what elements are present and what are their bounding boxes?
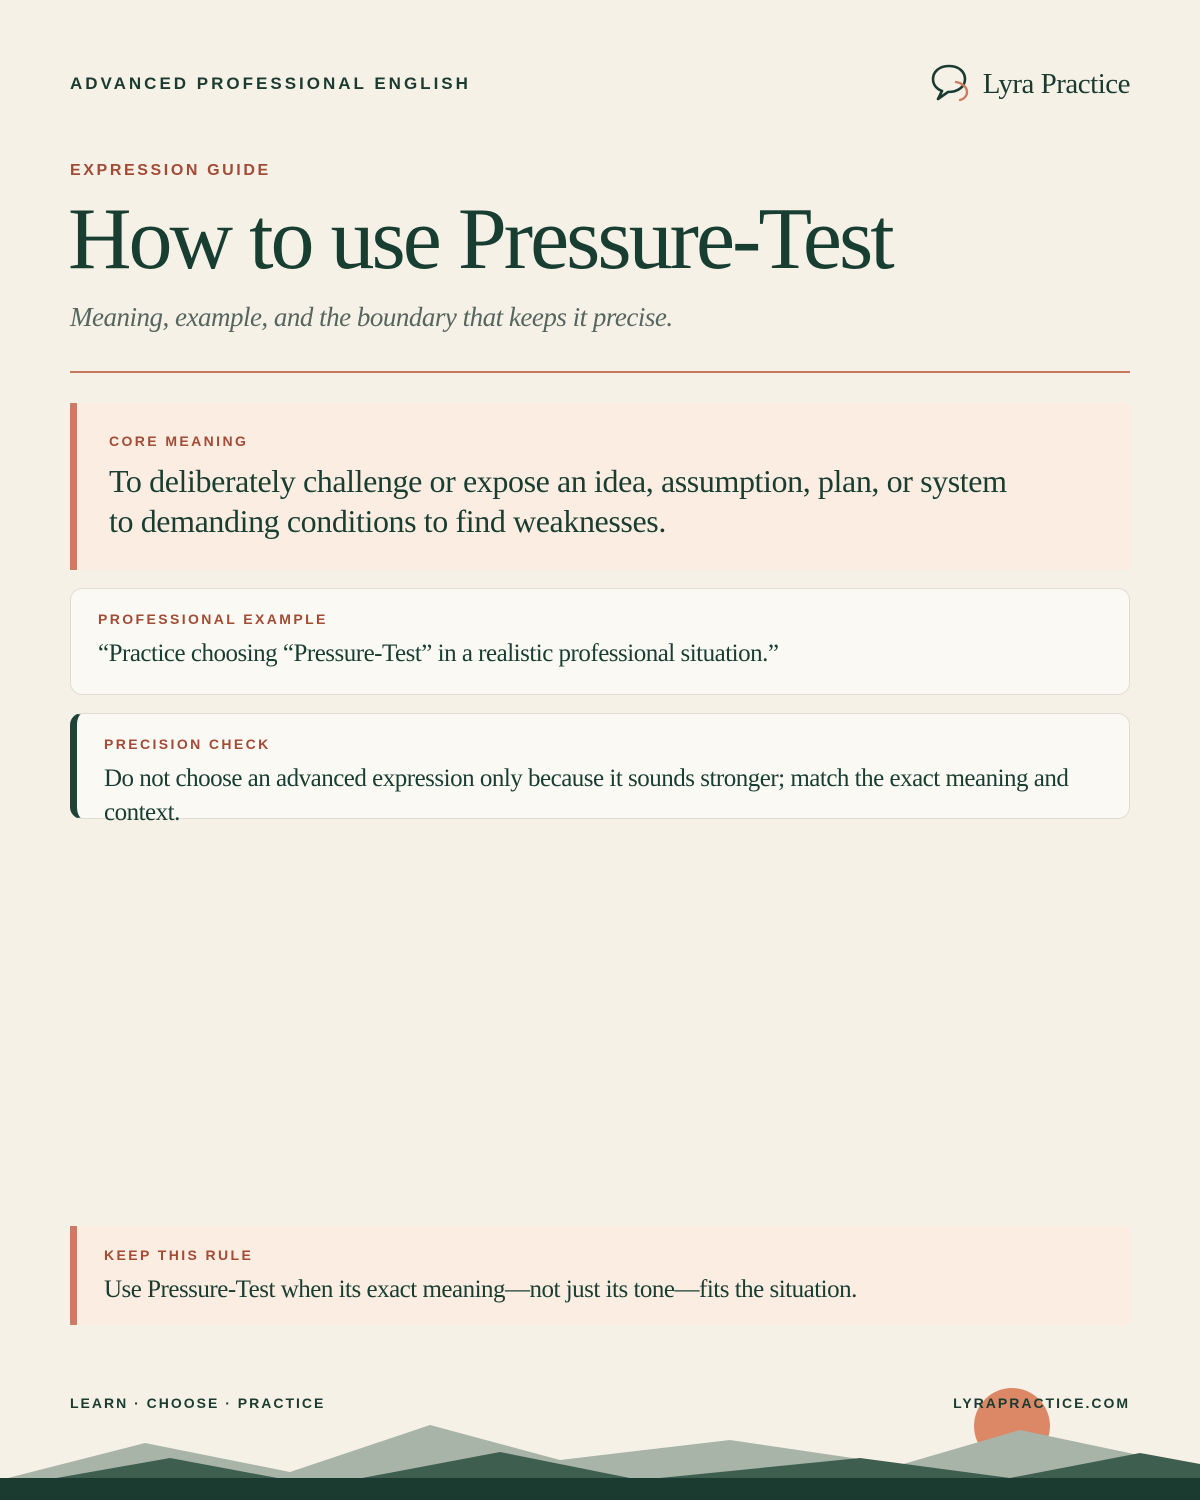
precision-check-text: Do not choose an advanced expression only because it sounds stronger; match the exact meaning and context. [104,765,1069,826]
professional-example-text: “Practice choosing “Pressure-Test” in a realistic professional situation.” [98,640,779,667]
page-subtitle: Meaning, example, and the boundary that keeps it precise. [70,302,673,332]
speech-bubble-icon [929,62,969,107]
keep-rule-card [70,1226,1130,1325]
brand-name: Lyra Practice [982,68,1130,100]
mountain-illustration [0,1420,1200,1500]
section-eyebrow: EXPRESSION GUIDE [70,162,271,179]
keep-rule-label: KEEP THIS RULE [104,1247,254,1263]
core-meaning-label: CORE MEANING [109,433,249,449]
footer-tagline: LEARN · CHOOSE · PRACTICE [70,1395,326,1411]
brand-logo[interactable] [929,62,1130,107]
core-meaning-text: To deliberately challenge or expose an idea, assumption, plan, or system to demanding conditions to find weaknesses. [109,463,1007,539]
keep-rule-text: Use Pressure-Test when its exact meaning—not just its tone—fits the situation. [104,1276,857,1303]
page-title: How to use Pressure-Test [68,191,892,288]
footer-website-link[interactable]: LYRAPRACTICE.COM [953,1395,1130,1411]
professional-example-label: PROFESSIONAL EXAMPLE [98,611,328,627]
precision-check-label: PRECISION CHECK [104,736,271,752]
professional-example-card [70,588,1130,695]
divider [70,371,1130,373]
precision-check-card [70,713,1130,826]
course-label: ADVANCED PROFESSIONAL ENGLISH [70,74,471,93]
core-meaning-card [70,403,1130,570]
